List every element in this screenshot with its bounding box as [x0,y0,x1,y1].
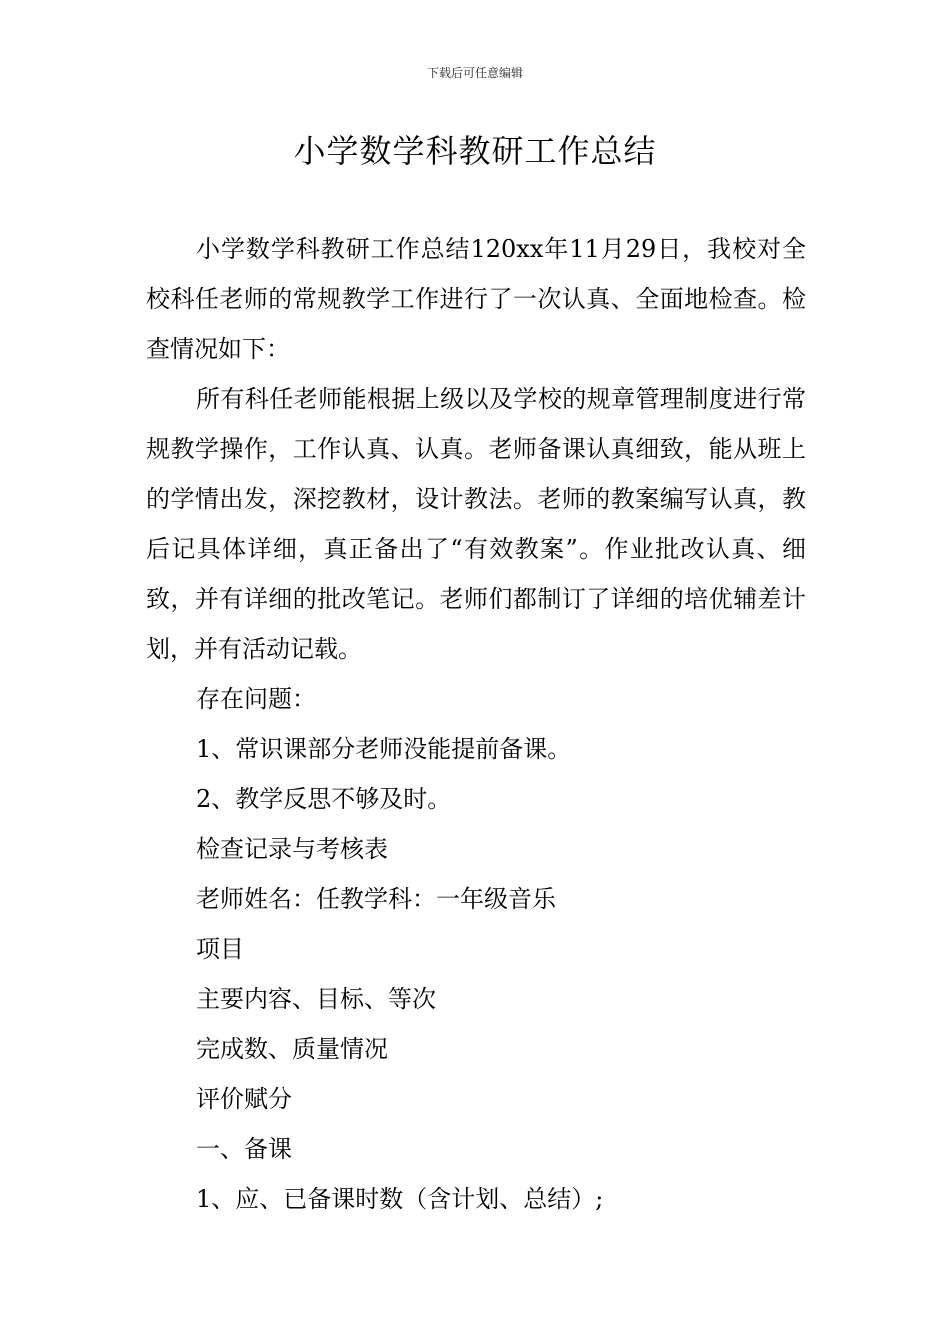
paragraph-problem-1: 1、常识课部分老师没能提前备课。 [196,735,572,763]
paragraph-problems-heading: 存在问题： [196,685,316,713]
paragraph-findings: 所有科任老师能根据上级以及学校的规章管理制度进行常规教学操作，工作认真、认真。老师备课认真细致，能从班上的学情出发，深挖教材，设计教法。老师的教案编写认真，教后记具体详细，真正备出了“有效教案”。作业批改认真、细致，并有详细的批改笔记。老师们都制订了详细的培优辅差计划，并有活动记载。 [146,385,806,663]
paragraph-section-lesson-prep: 一、备课 [196,1135,292,1163]
paragraph-evaluation: 评价赋分 [196,1085,292,1113]
paragraph-intro: 小学数学科教研工作总结120xx年11月29日，我校对全校科任老师的常规教学工作进行了一次认真、全面地检查。检查情况如下： [146,235,806,363]
paragraph-problem-2: 2、教学反思不够及时。 [196,785,452,813]
paragraph-lesson-hours: 1、应、已备课时数（含计划、总结）; [196,1185,604,1213]
document-title: 小学数学科教研工作总结 [293,132,657,170]
header-note: 下载后可任意编辑 [426,66,523,80]
paragraph-teacher-info: 老师姓名：任教学科：一年级音乐 [196,885,556,913]
paragraph-table-title: 检查记录与考核表 [196,835,388,863]
paragraph-completion: 完成数、质量情况 [196,1035,388,1063]
paragraph-main-content: 主要内容、目标、等次 [196,985,436,1013]
paragraph-item: 项目 [196,935,244,963]
document-body [146,224,806,1224]
